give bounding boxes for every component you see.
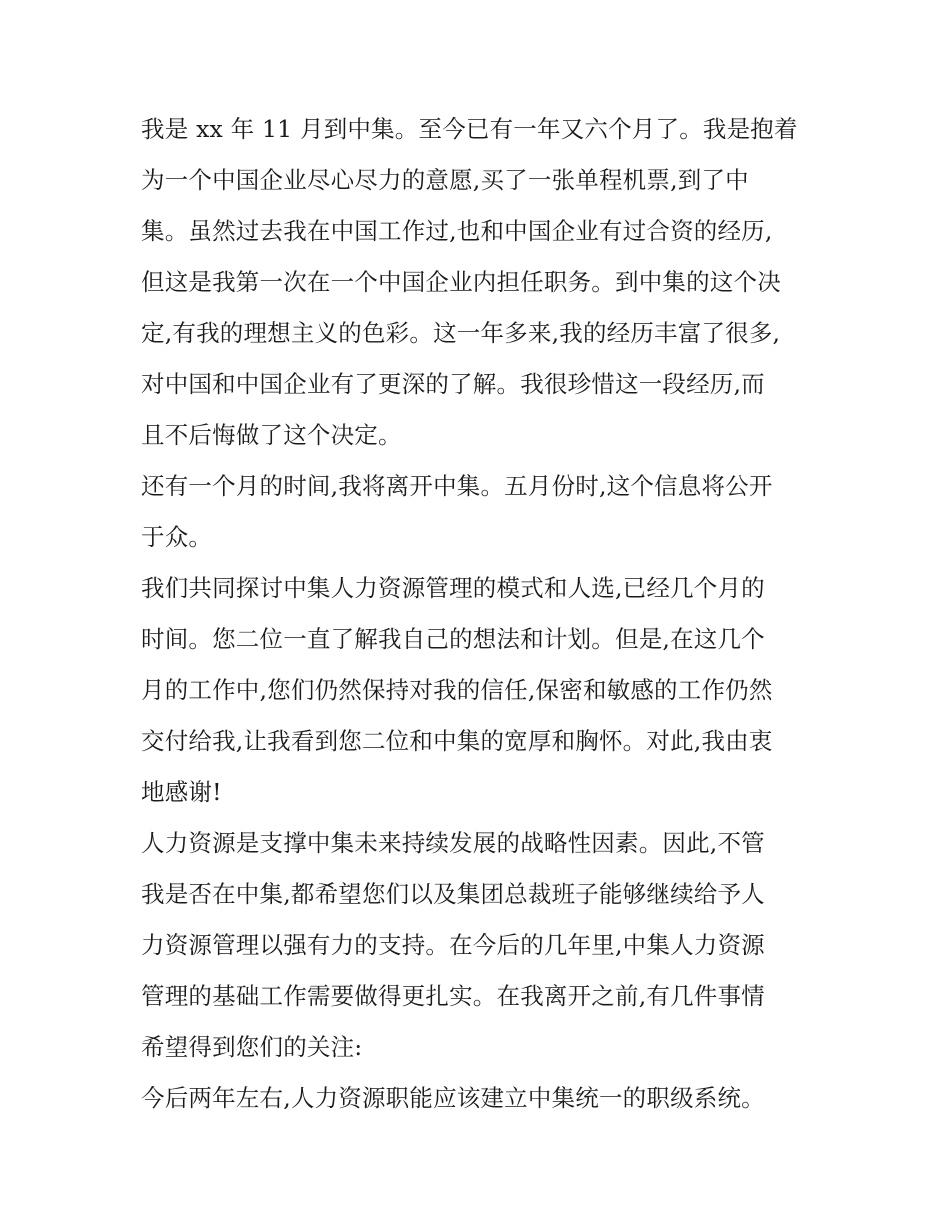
text-line: 集。虽然过去我在中国工作过,也和中国企业有过合资的经历, — [141, 217, 773, 245]
document-body — [141, 104, 831, 1124]
text-line: 人力资源是支撑中集未来持续发展的战略性因素。因此,不管 — [141, 829, 765, 857]
text-line: 管理的基础工作需要做得更扎实。在我离开之前,有几件事情 — [141, 982, 765, 1010]
paragraph-grading-system — [141, 1073, 831, 1124]
text-line: 于众。 — [141, 523, 213, 551]
text-line: 今后两年左右,人力资源职能应该建立中集统一的职级系统。 — [141, 1084, 765, 1112]
paragraph-departure — [141, 461, 831, 563]
text-line: 时间。您二位一直了解我自己的想法和计划。但是,在这几个 — [141, 625, 765, 653]
text-line: 且不后悔做了这个决定。 — [141, 421, 402, 449]
text-line: 力资源管理以强有力的支持。在今后的几年里,中集人力资源 — [141, 931, 765, 959]
text-line: 地感谢! — [141, 778, 222, 806]
text-line: 我是 xx 年 11 月到中集。至今已有一年又六个月了。我是抱着 — [141, 115, 798, 143]
text-line: 还有一个月的时间,我将离开中集。五月份时,这个信息将公开 — [141, 472, 773, 500]
text-line: 定,有我的理想主义的色彩。这一年多来,我的经历丰富了很多, — [141, 319, 781, 347]
text-line: 希望得到您们的关注: — [141, 1033, 363, 1061]
text-line: 为一个中国企业尽心尽力的意愿,买了一张单程机票,到了中 — [141, 166, 749, 194]
text-line: 月的工作中,您们仍然保持对我的信任,保密和敏感的工作仍然 — [141, 676, 773, 704]
text-line: 我们共同探讨中集人力资源管理的模式和人选,已经几个月的 — [141, 574, 765, 602]
text-line: 但这是我第一次在一个中国企业内担任职务。到中集的这个决 — [141, 268, 781, 296]
paragraph-hr-strategy — [141, 818, 831, 1073]
text-line: 交付给我,让我看到您二位和中集的宽厚和胸怀。对此,我由衷 — [141, 727, 773, 755]
paragraph-intro — [141, 104, 831, 461]
text-line: 我是否在中集,都希望您们以及集团总裁班子能够继续给予人 — [141, 880, 765, 908]
text-line: 对中国和中国企业有了更深的了解。我很珍惜这一段经历,而 — [141, 370, 765, 398]
paragraph-gratitude — [141, 563, 831, 818]
